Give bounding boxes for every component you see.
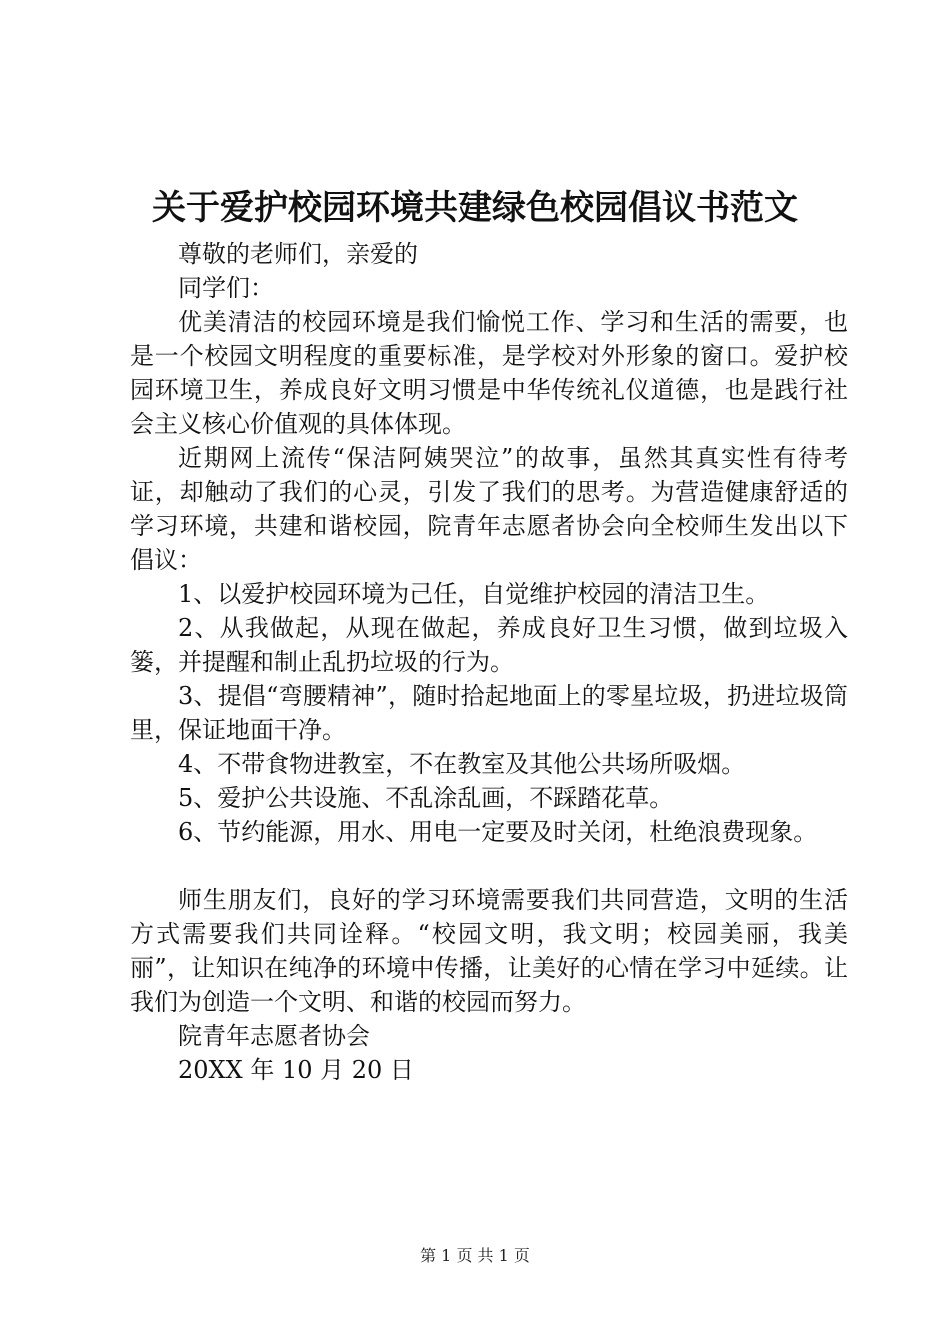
date: 20XX 年 10 月 20 日 — [178, 1056, 414, 1084]
paragraph-context: 近期网上流传“保洁阿姨哭泣”的故事，虽然其真实性有待考证，却触动了我们的心灵，引发了我们的思考。为营造健康舒适的学习环境，共建和谐校园，院青年志愿者协会向全校师生发出以下倡议： — [130, 444, 848, 574]
paragraph-closing: 师生朋友们，良好的学习环境需要我们共同营造，文明的生活方式需要我们共同诠释。“校园文明，我文明；校园美丽，我美丽”，让知识在纯净的环境中传播，让美好的心情在学习中延续。让我们为创造一个文明、和谐的校园而努力。 — [130, 886, 848, 1016]
paragraph-spacer — [130, 849, 848, 883]
paragraph-intro: 优美清洁的校园环境是我们愉悦工作、学习和生活的需要，也是一个校园文明程度的重要标准，是学校对外形象的窗口。爱护校园环境卫生，养成良好文明习惯是中华传统礼仪道德，也是践行社会主义核心价值观的具体体现。 — [130, 308, 848, 438]
page-footer: 第 1 页 共 1 页 — [420, 1246, 530, 1265]
document-title: 关于爱护校园环境共建绿色校园倡议书范文 — [152, 188, 798, 228]
proposal-item-1: 1、以爱护校园环境为己任，自觉维护校园的清洁卫生。 — [178, 580, 770, 608]
document-body — [130, 237, 848, 1087]
proposal-item-3: 3、提倡“弯腰精神”，随时拾起地面上的零星垃圾，扔进垃圾筒里，保证地面干净。 — [130, 682, 848, 744]
proposal-item-6: 6、节约能源，用水、用电一定要及时关闭，杜绝浪费现象。 — [178, 818, 818, 846]
salutation-line-2: 同学们： — [178, 274, 274, 302]
proposal-item-2: 2、从我做起，从现在做起，养成良好卫生习惯，做到垃圾入篓，并提醒和制止乱扔垃圾的行为。 — [130, 614, 848, 676]
salutation-line-1: 尊敬的老师们，亲爱的 — [178, 240, 418, 268]
signature: 院青年志愿者协会 — [178, 1022, 370, 1050]
proposal-item-5: 5、爱护公共设施、不乱涂乱画，不踩踏花草。 — [178, 784, 674, 812]
proposal-item-4: 4、不带食物进教室，不在教室及其他公共场所吸烟。 — [178, 750, 746, 778]
